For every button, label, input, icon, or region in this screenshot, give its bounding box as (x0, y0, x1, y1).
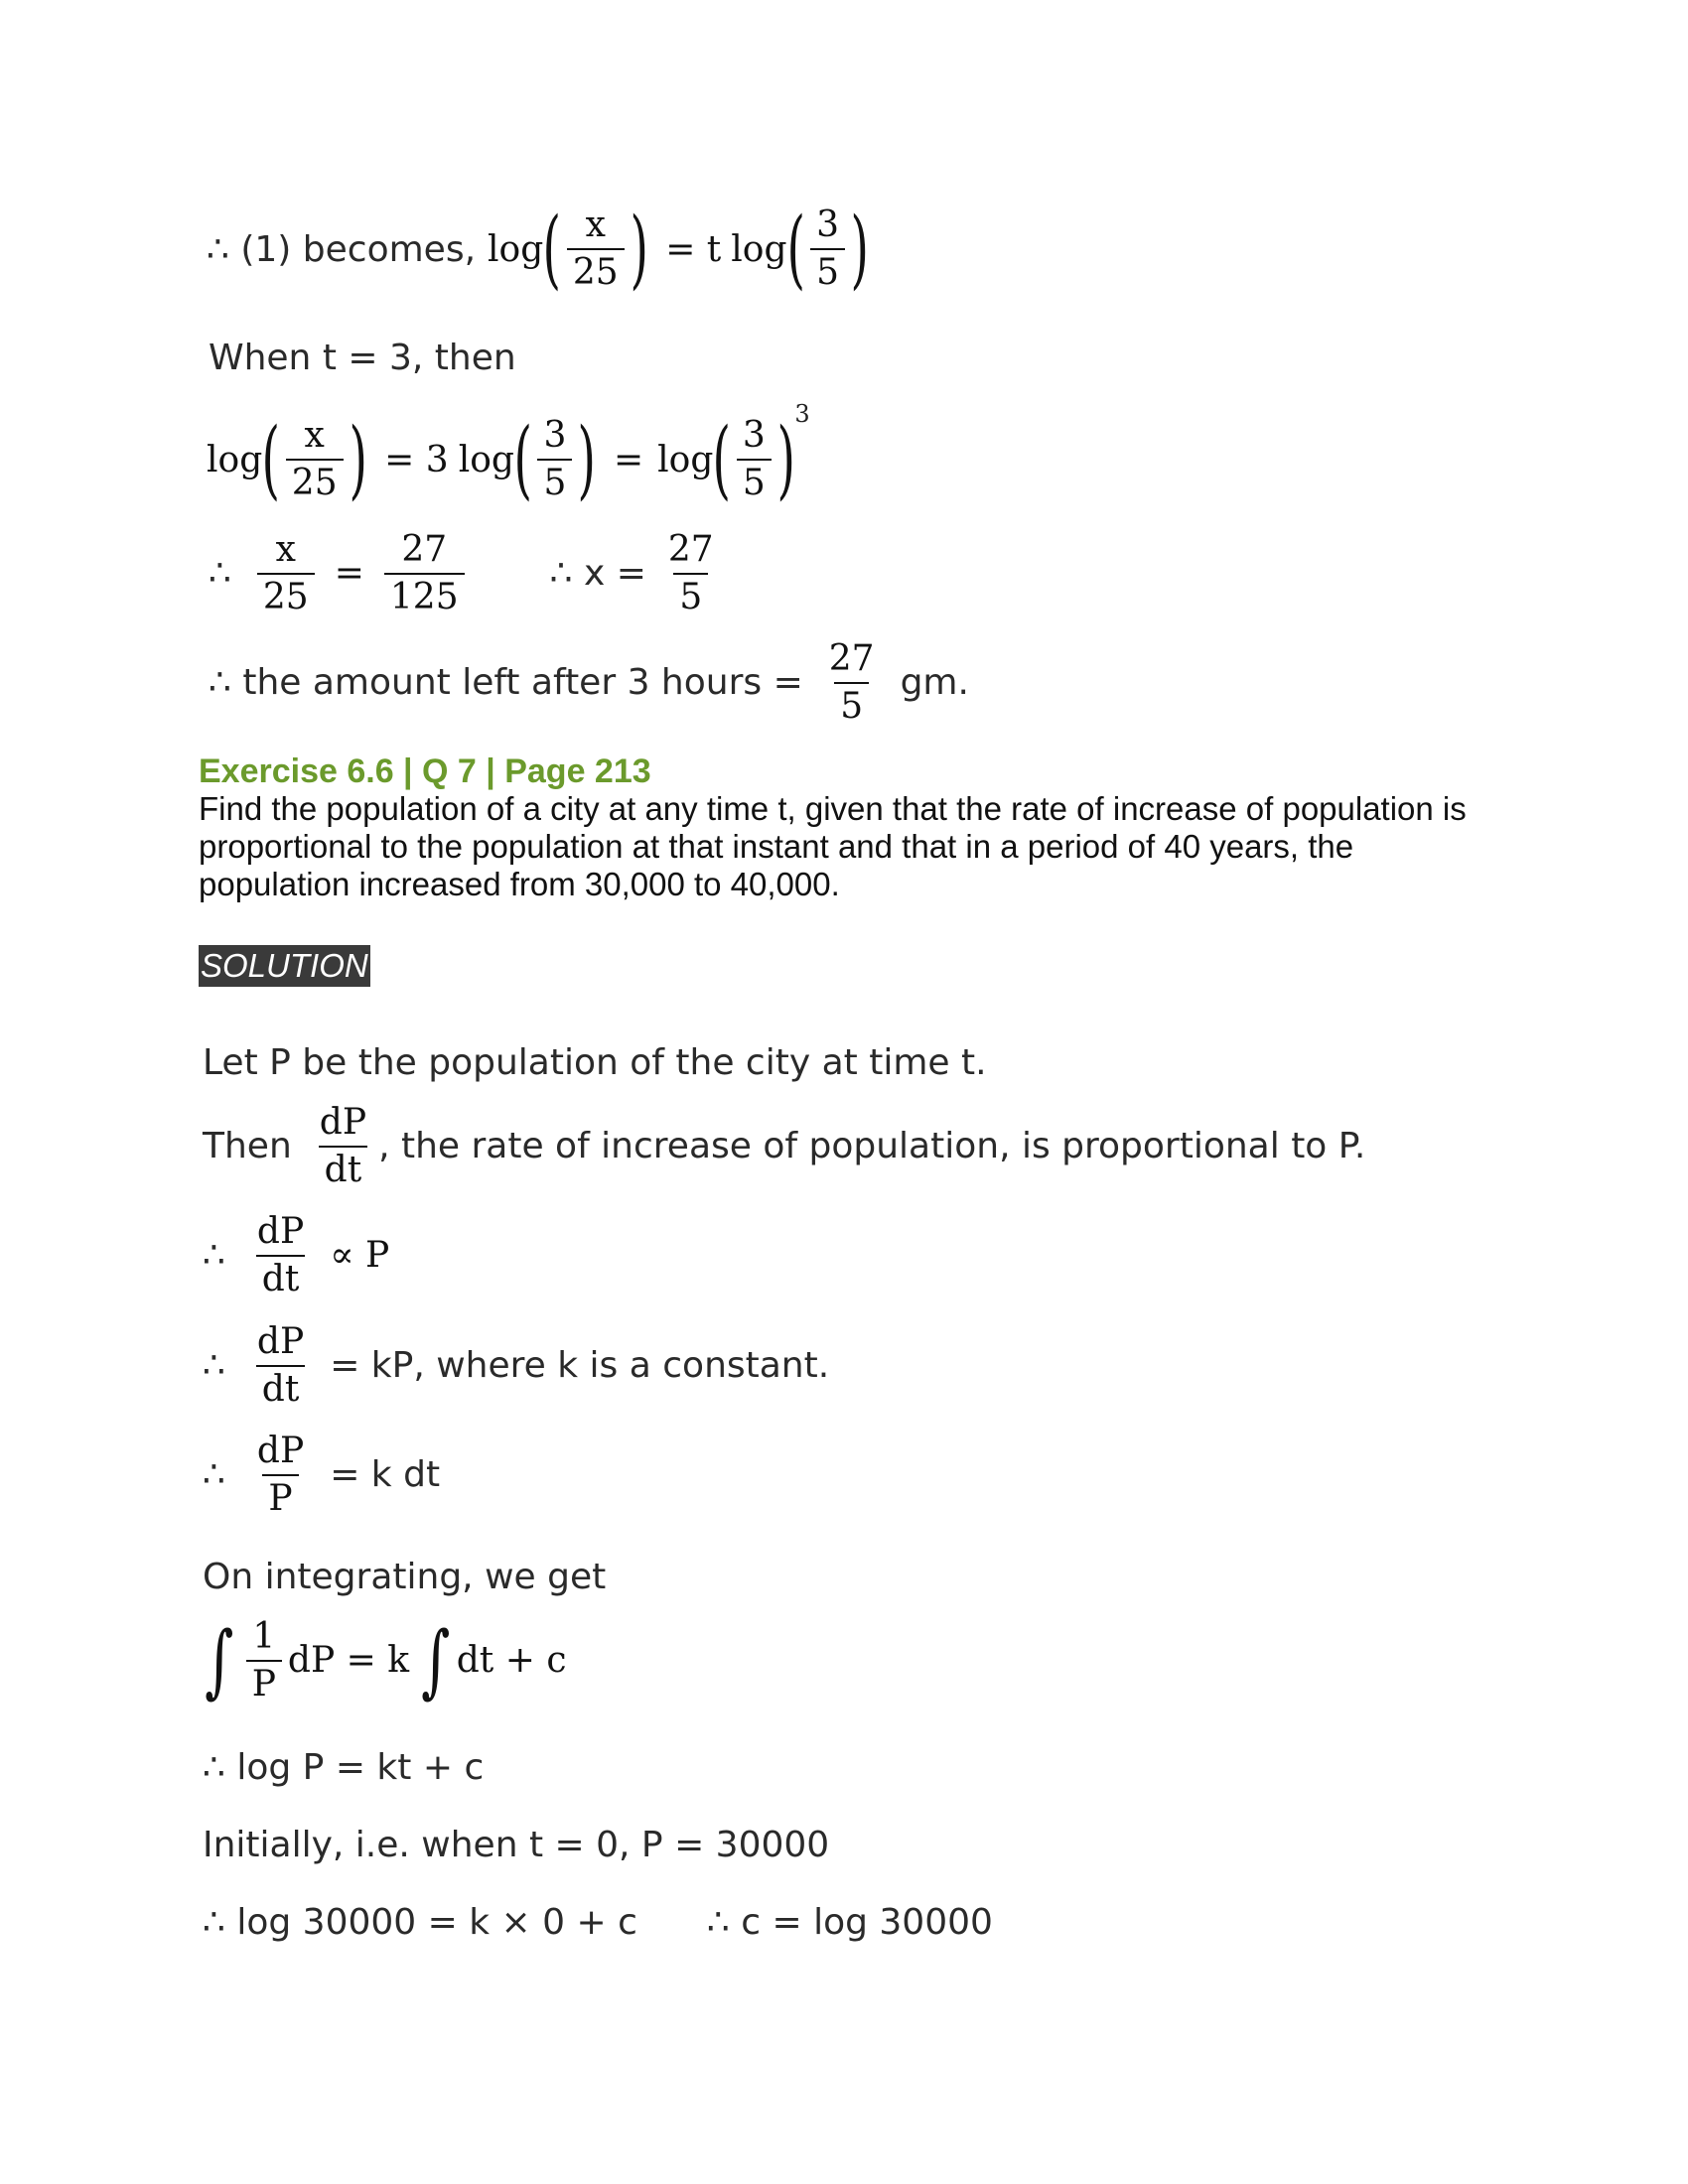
fraction-dp-dt (251, 1213, 310, 1298)
exponent: 3 (794, 400, 810, 428)
fraction-1-p (246, 1618, 282, 1704)
denominator: dt (256, 1255, 306, 1298)
step-log-30000 (203, 1902, 993, 1943)
log-term: log (657, 439, 714, 480)
denominator: 5 (673, 573, 708, 616)
fraction-x-25 (257, 531, 315, 616)
amount-left-line (209, 640, 969, 726)
exercise-heading: Exercise 6.6 | Q 7 | Page 213 (199, 752, 651, 790)
dp-equals-k: dP = k (287, 1640, 410, 1682)
equals-t: = t (665, 228, 722, 270)
numerator: x (304, 415, 325, 457)
denominator: 125 (384, 573, 465, 616)
denominator: P (262, 1474, 298, 1518)
step-kp (203, 1323, 829, 1409)
left-paren: ( (261, 410, 281, 509)
step-integral (199, 1613, 567, 1706)
denominator: 25 (286, 459, 344, 502)
equation-line-log (207, 400, 810, 509)
therefore-symbol: ∴ (203, 1454, 225, 1496)
numerator: 3 (543, 415, 567, 457)
k-dt: = k dt (330, 1454, 441, 1496)
question-text: Find the population of a city at any time t, given that the rate of increase of population is proportional to the population at that instant and that in a period of 40 years, the population increased from 30,000 to 40,000. (199, 790, 1467, 902)
fraction-3-5 (537, 417, 572, 502)
numerator: 27 (667, 529, 714, 570)
numerator: 3 (816, 205, 839, 246)
denominator: P (246, 1660, 282, 1704)
fraction-27-125 (384, 531, 465, 616)
step-log-p: ∴ log P = kt + c (203, 1747, 485, 1788)
fraction-dp-dt (314, 1104, 372, 1189)
step-integrating: On integrating, we get (203, 1557, 607, 1597)
left-paren: ( (786, 200, 805, 299)
numerator: dP (256, 1321, 305, 1362)
numerator: dP (319, 1102, 367, 1143)
numerator: dP (256, 1211, 305, 1252)
equals-sign: = (334, 553, 364, 595)
fraction-x-25 (567, 206, 625, 292)
log-30000-eq: ∴ log 30000 = k × 0 + c (203, 1902, 637, 1943)
unit-gm: gm. (900, 662, 969, 704)
therefore-symbol: ∴ (209, 553, 231, 595)
rate-description: , the rate of increase of population, is proportional to P. (378, 1126, 1366, 1167)
step-then-dpdt (203, 1104, 1365, 1189)
right-paren: ) (776, 410, 795, 509)
right-paren: ) (577, 410, 597, 509)
dt-plus-c: dt + c (456, 1640, 567, 1682)
left-paren: ( (513, 410, 532, 509)
x-equals: ∴ x = (549, 553, 646, 595)
fraction-3-5 (810, 206, 845, 292)
fraction-x-25 (286, 417, 344, 502)
denominator: 5 (737, 459, 772, 502)
therefore-symbol: ∴ (203, 1345, 225, 1387)
numerator: x (585, 205, 606, 246)
then-word: Then (203, 1126, 292, 1167)
c-equals-log: ∴ c = log 30000 (706, 1902, 993, 1943)
proportional-p: ∝ P (330, 1235, 390, 1277)
fraction-27-5 (662, 531, 720, 616)
left-paren: ( (712, 410, 732, 509)
log-term: log (207, 439, 263, 480)
amount-left-text: ∴ the amount left after 3 hours = (209, 662, 803, 704)
fraction-dp-dt (251, 1323, 310, 1409)
step-let-p: Let P be the population of the city at time t. (203, 1042, 987, 1083)
when-t-3-text: When t = 3, then (209, 338, 516, 378)
step-k-dt (203, 1433, 440, 1518)
left-paren: ( (542, 200, 562, 299)
fraction-3-5 (737, 417, 772, 502)
solution-label: SOLUTION (199, 945, 370, 987)
integral-sign: ∫ (205, 1613, 234, 1706)
denominator: 5 (810, 248, 845, 292)
denominator: 25 (257, 573, 315, 616)
log-term: log (488, 228, 544, 270)
right-paren: ) (850, 200, 869, 299)
integral-sign: ∫ (421, 1613, 451, 1706)
equals-sign: = (613, 439, 644, 480)
numerator: x (275, 529, 296, 570)
log-term: log (731, 228, 787, 270)
denominator: 5 (834, 682, 869, 726)
numerator: 27 (828, 638, 875, 679)
fraction-27-5 (823, 640, 881, 726)
numerator: dP (256, 1431, 305, 1471)
fraction-dp-p (251, 1433, 310, 1518)
equation-line-becomes (207, 200, 869, 299)
numerator: 1 (252, 1616, 276, 1657)
denominator: dt (319, 1146, 368, 1189)
log-term: log (458, 439, 514, 480)
numerator: 27 (401, 529, 448, 570)
denominator: 5 (537, 459, 572, 502)
right-paren: ) (630, 200, 648, 299)
numerator: 3 (742, 415, 766, 457)
equals-3: = 3 (384, 439, 449, 480)
step-proportional (203, 1213, 389, 1298)
becomes-prefix: ∴ (1) becomes, (207, 228, 477, 270)
equation-line-ratio (209, 531, 726, 616)
step-initially: Initially, i.e. when t = 0, P = 30000 (203, 1825, 830, 1865)
kp-constant: = kP, where k is a constant. (330, 1345, 830, 1387)
denominator: dt (256, 1365, 306, 1409)
denominator: 25 (567, 248, 625, 292)
right-paren: ) (349, 410, 367, 509)
therefore-symbol: ∴ (203, 1235, 225, 1277)
